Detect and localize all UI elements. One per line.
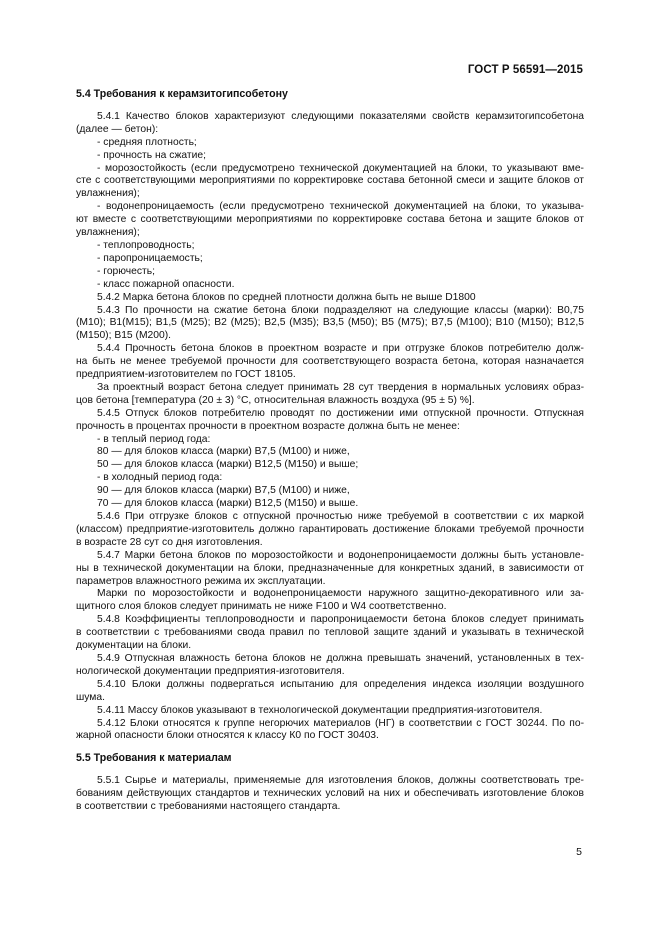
text-line: - средняя плотность; [97,136,197,148]
text-line: - в теплый период года: [97,433,211,445]
text-line: 5.4.10 Блоки должны подвергаться испытанию для определения индекса изоляции воздушного [97,678,584,690]
text-line: (далее — бетон): [76,123,159,135]
text-line: ны в технической документации на блоки, предназначенные для конкретных зданий, в зависимости от [76,562,584,574]
text-line: 5.4.8 Коэффициенты теплопроводности и паропроницаемости бетона блоков следует принимать [97,614,584,626]
text-line: - горючесть; [97,265,155,277]
text-line: в соответствии с требованиями свода правил по тепловой защите зданий и указывать в технической [76,627,584,639]
text-line: увлажнения); [76,227,140,239]
text-line: 5.4.6 При отгрузке блоков с отпускной прочностью ниже требуемой в соответствии с их маркой [97,511,584,522]
section-title-5-5: 5.5 Требования к материалам [76,752,232,765]
text-line: - в холодный период года: [97,472,223,484]
text-line: предприятием-изготовителем по ГОСТ 18105. [76,369,296,381]
text-line: 5.5.1 Сырье и материалы, применяемые для изготовления блоков, должны соответствовать тре- [97,775,584,787]
text-line: в соответствии с требованиями настоящего стандарта. [76,801,341,813]
text-line: За проектный возраст бетона следует принимать 28 сут твердения в нормальных условиях образ- [97,381,584,393]
text-line: 5.4.12 Блоки относятся к группе негорючих материалов (НГ) в соответствии с ГОСТ 30244. По по- [97,717,584,729]
text-line: бованиям действующих стандартов и технических условий на них и обеспечивать изготовление блоков [76,788,584,800]
text-line: 5.4.9 Отпускная влажность бетона блоков не должна превышать значений, установленных в тех- [97,652,584,664]
text-line: 5.4.2 Марка бетона блоков по средней плотности должна быть не выше D1800 [97,291,476,303]
text-line: - морозостойкость (если предусмотрено технической документацией на блоки, то указывают вме- [97,162,584,174]
text-line: 5.4.11 Массу блоков указывают в технологической документации предприятия-изготовителя. [97,704,543,716]
text-line: увлажнения); [76,188,140,200]
document-header-standard: ГОСТ Р 56591—2015 [467,64,583,76]
text-line: цов бетона [температура (20 ± 3) °С, относительная влажность воздуха (95 ± 5) %]. [76,394,475,406]
text-line: 80 — для блоков класса (марки) B7,5 (M100) и ниже, [97,446,350,458]
text-line: нологической документации предприятия-изготовителя. [76,665,345,677]
text-line: 90 — для блоков класса (марки) B7,5 (M100) и ниже, [97,485,350,497]
text-line: - класс пожарной опасности. [97,278,235,290]
text-line: шума. [76,691,105,703]
text-line: - прочность на сжатие; [97,149,206,161]
page-number: 5 [576,846,582,858]
text-line: 5.4.5 Отпуск блоков потребителю проводят по достижении ими отпускной прочности. Отпускная [97,407,584,419]
text-line: 5.4.3 По прочности на сжатие бетона блоки подразделяют на следующие классы (марки): B0,75 [97,304,584,316]
section-5-5-body [76,775,584,814]
text-line: прочность в процентах прочности в проектном возрасте должна быть не менее: [76,420,460,432]
text-line: (M10); B1(M15); B1,5 (M25); B2 (M25); B2,5 (M35); B3,5 (M50); B5 (M75); B7,5 (M100); B10 (M150); B12,5 [76,317,584,329]
text-line: (M150); B15 (M200). [76,330,171,342]
section-title-5-4: 5.4 Требования к керамзитогипсобетону [76,88,288,100]
text-line: - паропроницаемость; [97,252,203,264]
text-line: 70 — для блоков класса (марки) B12,5 (M150) и выше. [97,498,359,510]
text-line: - теплопроводность; [97,239,195,251]
section-5-4-body [76,111,584,743]
text-line: - водонепроницаемость (если предусмотрено технической документацией на блоки, то указыва- [97,201,584,213]
text-line: (классом) предприятие-изготовитель должно гарантировать достижение блоками требуемой прочности [76,523,584,535]
document-body [76,88,584,814]
text-line: документации на блоки. [76,640,192,652]
text-line: 5.4.1 Качество блоков характеризуют следующими показателями свойств керамзитогипсобетона [97,110,584,122]
text-line: щитного слоя блоков следует принимать не ниже F100 и W4 соответственно. [76,601,447,613]
text-line: сте с соответствующими мероприятиями по корректировке состава бетонной смеси и защите блоков от [76,175,584,187]
text-line: ют вместе с соответствующими мероприятиями по корректировке состава бетона и защите блоков от [76,214,584,226]
text-line: Марки по морозостойкости и водонепроницаемости наружного защитно-декоративного или за- [97,588,584,600]
text-line: параметров влажностного режима их эксплуатации. [76,575,326,587]
text-line: 5.4.4 Прочность бетона блоков в проектном возрасте и при отгрузке блоков потребителю долж- [97,343,584,355]
text-line: жарной опасности блоки относятся к классу К0 по ГОСТ 30403. [76,730,379,742]
text-line: 50 — для блоков класса (марки) B12,5 (M150) и выше; [97,459,359,471]
text-line: 5.4.7 Марки бетона блоков по морозостойкости и водонепроницаемости должны быть установле- [97,549,584,561]
text-line: на быть не менее требуемой прочности для соответствующего возраста бетона, которая назначается [76,356,584,368]
text-line: в возрасте 28 сут со дня изготовления. [76,536,263,548]
